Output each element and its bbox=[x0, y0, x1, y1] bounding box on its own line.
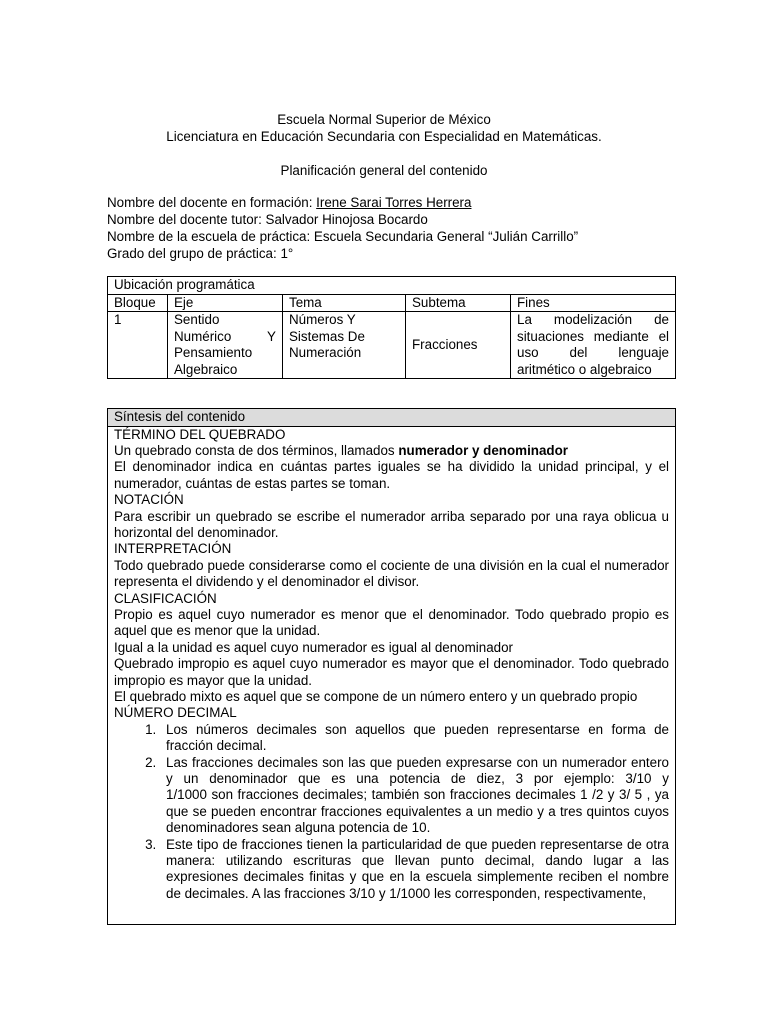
list-item-text: 1/1000 son fracciones decimales; también son fracciones decimales 1 /2 y 3/ 5 , ya que se pueden encontrar fracciones equivalentes a un medio y a tres quintos cuyos denominadores sean alguna potencia de 10. bbox=[166, 787, 669, 836]
cell-tema bbox=[283, 312, 406, 379]
heading-notacion: NOTACIÓN bbox=[114, 492, 184, 508]
decimal-list bbox=[114, 722, 669, 902]
sintesis-body bbox=[108, 426, 676, 924]
bold-term: numerador y denominador bbox=[398, 442, 568, 458]
list-item bbox=[160, 755, 669, 837]
practice-school-line: Nombre de la escuela de práctica: Escuela Secundaria General “Julián Carrillo” bbox=[107, 229, 579, 244]
cell-eje bbox=[168, 312, 283, 379]
document-title: Planificación general del contenido bbox=[280, 163, 488, 178]
grade-line: Grado del grupo de práctica: 1° bbox=[107, 246, 294, 261]
eje-line: Algebraico bbox=[174, 361, 238, 377]
col-header-bloque: Bloque bbox=[108, 294, 168, 312]
school-name: Escuela Normal Superior de México bbox=[277, 112, 491, 127]
eje-line: Pensamiento bbox=[174, 345, 253, 360]
paragraph: Igual a la unidad es aquel cuyo numerador es igual al denominador bbox=[114, 639, 514, 655]
paragraph-text: Un quebrado consta de dos términos, llamados bbox=[114, 442, 399, 458]
fines-line: situaciones mediante el bbox=[517, 328, 669, 344]
heading-clasificacion: CLASIFICACIÓN bbox=[114, 590, 217, 606]
paragraph: Todo quebrado puede considerarse como el cociente de una división en la cual el numerador representa el dividendo y el denominador el divisor. bbox=[114, 557, 669, 590]
paragraph: Para escribir un quebrado se escribe el numerador arriba separado por una raya oblicua u horizontal del denominador. bbox=[114, 508, 669, 540]
paragraph bbox=[114, 443, 669, 459]
ubicacion-title: Ubicación programática bbox=[108, 277, 676, 295]
sintesis-table bbox=[107, 408, 676, 925]
cell-fines bbox=[511, 312, 676, 379]
col-header-eje: Eje bbox=[168, 294, 283, 312]
fines-line: uso del lenguaje bbox=[517, 345, 669, 360]
teacher-name: Irene Sarai Torres Herrera bbox=[316, 195, 472, 210]
ubicacion-data-row bbox=[108, 312, 676, 379]
program-name: Licenciatura en Educación Secundaria con Especialidad en Matemáticas. bbox=[166, 129, 602, 144]
col-header-fines: Fines bbox=[511, 294, 676, 312]
cell-bloque: 1 bbox=[108, 312, 168, 379]
cell-subtema: Fracciones bbox=[406, 312, 511, 379]
fines-line: aritmético o algebraico bbox=[517, 361, 652, 377]
paragraph: El quebrado mixto es aquel que se compone de un número entero y un quebrado propio bbox=[114, 689, 638, 704]
tema-line: Sistemas De bbox=[289, 328, 365, 344]
tema-line: Numeración bbox=[289, 345, 362, 360]
heading-numero-decimal: NÚMERO DECIMAL bbox=[114, 705, 237, 721]
paragraph: Quebrado impropio es aquel cuyo numerador es mayor que el denominador. Todo quebrado impropio es mayor que la unidad. bbox=[114, 656, 669, 688]
heading-termino: TÉRMINO DEL QUEBRADO bbox=[114, 426, 286, 442]
sintesis-content bbox=[114, 427, 669, 924]
teacher-label: Nombre del docente en formación: bbox=[107, 195, 317, 210]
paragraph: Propio es aquel cuyo numerador es menor que el denominador. Todo quebrado propio es aquel que es menor que la unidad. bbox=[114, 606, 669, 639]
heading-interpretacion: INTERPRETACIÓN bbox=[114, 541, 232, 557]
col-header-subtema: Subtema bbox=[406, 294, 511, 312]
ubicacion-header-row bbox=[108, 294, 676, 312]
ubicacion-table bbox=[107, 276, 676, 379]
eje-line: Numérico Y bbox=[174, 328, 276, 344]
eje-line: Sentido bbox=[174, 312, 220, 327]
col-header-tema: Tema bbox=[283, 294, 406, 312]
tutor-line: Nombre del docente tutor: Salvador Hinojosa Bocardo bbox=[107, 212, 428, 227]
paragraph: El denominador indica en cuántas partes iguales se ha dividido la unidad principal, y el numerador, cuántas de estas partes se toman. bbox=[114, 459, 669, 491]
list-item: 3. Este tipo de fracciones tienen la particularidad de que pueden representarse de otra manera: utilizando escrituras que llevan punto decimal, dando lugar a las expresiones decimales finitas y que en la escuela simplemente reciben el nombre de decimales. A las fracciones 3/10 y 1/1000 les corresponden, respectivamente, bbox=[160, 837, 669, 903]
fines-line: La modelización de bbox=[517, 312, 669, 327]
list-item: 1. Los números decimales son aquellos que pueden representarse en forma de fracción decimal. bbox=[160, 722, 669, 755]
sintesis-title: Síntesis del contenido bbox=[108, 409, 676, 427]
list-item-text: 2. Las fracciones decimales son las que pueden expresarse con un numerador entero y un denominador que es una potencia de diez, 3 por ejemplo: 3/10 y bbox=[166, 754, 669, 787]
teacher-line bbox=[107, 194, 471, 211]
tema-line: Números Y bbox=[289, 312, 356, 327]
